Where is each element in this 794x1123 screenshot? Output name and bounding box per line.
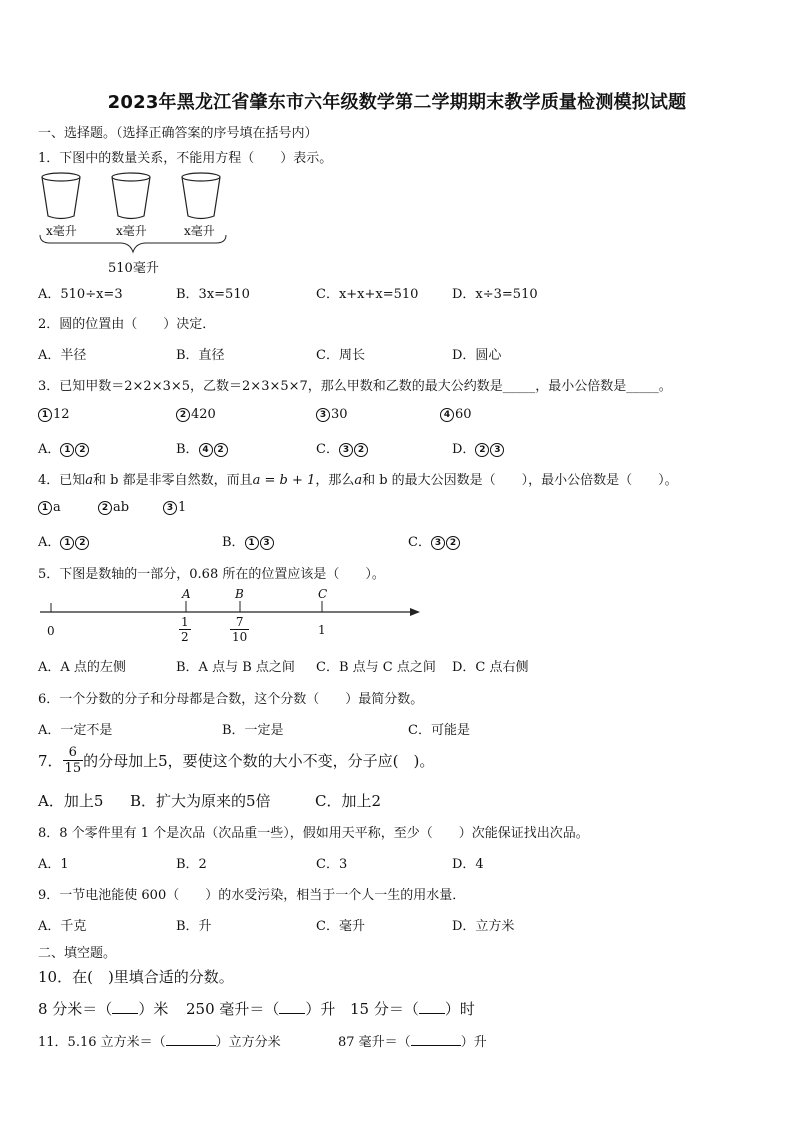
question-3-text: 3．已知甲数＝2×2×3×5，乙数＝2×3×5×7，那么甲数和乙数的最大公约数是_____，最小公倍数是_____。 — [38, 379, 672, 394]
fraction-one-half: $\frac{1}{2}$ — [181, 615, 189, 644]
q9-option-b[interactable]: B．升 — [176, 919, 212, 934]
q9-option-a[interactable]: A．千克 — [38, 919, 87, 934]
question-5-text: 5．下图是数轴的一部分，0.68 所在的位置应该是（ ）。 — [38, 567, 385, 582]
q8-option-a[interactable]: A．1 — [38, 857, 69, 872]
point-b-label: B — [235, 587, 244, 601]
q11-blank-2[interactable]: 87 毫升＝（ ）升 — [338, 1035, 487, 1050]
fraction-seven-tenths: $\frac{7}{10}$ — [232, 615, 248, 644]
q2-option-d[interactable]: D．圆心 — [452, 348, 502, 363]
question-9-text: 9．一节电池能使 600（ ）的水受污染，相当于一个人一生的用水量． — [38, 888, 466, 903]
axis-zero: 0 — [47, 624, 55, 638]
q9-option-d[interactable]: D．立方米 — [452, 919, 515, 934]
q11-blank-1[interactable]: 11．5.16 立方米＝（ ）立方分米 — [38, 1035, 281, 1050]
page-title: 2023年黑龙江省肇东市六年级数学第二学期期末教学质量检测模拟试题 — [107, 92, 687, 113]
q7-option-b[interactable]: B．扩大为原来的5倍 — [130, 792, 271, 810]
question-2-text: 2．圆的位置由（ ）决定． — [38, 317, 216, 332]
section-heading-fill: 二、填空题。 — [38, 946, 117, 961]
q10-blank-3[interactable]: 15 分＝（ ）时 — [350, 1000, 475, 1018]
q3-option-a[interactable]: A． 1 2 — [38, 438, 90, 457]
point-c-label: C — [318, 587, 328, 601]
cup-2 — [112, 173, 150, 219]
question-1-text: 1．下图中的数量关系，不能用方程（ ）表示。 — [38, 151, 333, 166]
q3-option-c[interactable]: C． 3 2 — [316, 438, 369, 457]
q7-option-c[interactable]: C．加上2 — [315, 792, 382, 810]
question-10-text: 10．在( )里填合适的分数。 — [38, 968, 234, 986]
q4-option-b[interactable]: B． 1 3 — [222, 531, 275, 550]
q5-option-b[interactable]: B．A 点与 B 点之间 — [176, 660, 295, 675]
cup-label-3: x毫升 — [184, 224, 215, 238]
q3-choice-3: 3 30 — [316, 407, 348, 422]
q2-option-b[interactable]: B．直径 — [176, 348, 225, 363]
q1-option-d[interactable]: D．x÷3=510 — [452, 287, 538, 302]
q9-option-c[interactable]: C．毫升 — [316, 919, 365, 934]
total-label: 510毫升 — [108, 261, 159, 276]
question-8-text: 8．8 个零件里有 1 个是次品（次品重一些），假如用天平称，至少（ ）次能保证找出次品。 — [38, 826, 589, 841]
q2-option-a[interactable]: A．半径 — [38, 348, 87, 363]
q6-option-a[interactable]: A．一定不是 — [38, 723, 113, 738]
q4-choice-3: 3 1 — [163, 500, 186, 515]
question-4-text: 4．已知a和 b 都是非零自然数，而且a = b + 1，那么a和 b 的最大公因数是（ ），最小公倍数是（ ）。 — [38, 473, 678, 488]
q4-choice-1: 1 a — [38, 500, 61, 515]
q7-option-a[interactable]: A．加上5 — [38, 792, 104, 810]
q8-option-c[interactable]: C．3 — [316, 857, 348, 872]
q8-option-d[interactable]: D．4 — [452, 857, 484, 872]
q3-option-d[interactable]: D． 2 3 — [452, 438, 505, 457]
q1-option-b[interactable]: B．3x=510 — [176, 287, 250, 302]
q4-option-c[interactable]: C． 3 2 — [408, 531, 461, 550]
cup-label-2: x毫升 — [116, 224, 147, 238]
q3-option-b[interactable]: B． 4 2 — [176, 438, 229, 457]
q2-option-c[interactable]: C．周长 — [316, 348, 365, 363]
q6-option-c[interactable]: C．可能是 — [408, 723, 470, 738]
q10-blank-2[interactable]: 250 毫升＝（ ）升 — [186, 1000, 336, 1018]
cup-1 — [42, 173, 80, 219]
q3-choice-1: 1 12 — [38, 407, 70, 422]
q1-option-c[interactable]: C．x+x+x=510 — [316, 287, 419, 302]
q6-option-b[interactable]: B．一定是 — [222, 723, 284, 738]
q5-option-c[interactable]: C．B 点与 C 点之间 — [316, 660, 436, 675]
axis-one: 1 — [318, 623, 326, 637]
arrow-right-icon — [410, 608, 420, 616]
q5-option-a[interactable]: A．A 点的左侧 — [38, 660, 126, 675]
question-6-text: 6．一个分数的分子和分母都是合数，这个分数（ ）最简分数。 — [38, 692, 424, 707]
q3-choice-2: 2 420 — [176, 407, 216, 422]
point-a-label: A — [182, 587, 191, 601]
q3-choice-4: 4 60 — [440, 407, 472, 422]
q4-choice-2: 2 ab — [98, 500, 129, 515]
q1-option-a[interactable]: A．510÷x=3 — [38, 287, 123, 302]
q10-blank-1[interactable]: 8 分米＝（ ）米 — [38, 1000, 169, 1018]
cup-3 — [182, 173, 220, 219]
q8-option-b[interactable]: B．2 — [176, 857, 207, 872]
q5-option-d[interactable]: D．C 点右侧 — [452, 660, 529, 675]
question-7-text: 7． $\frac{6}{15}$ 的分母加上5，要使这个数的大小不变，分子应( )。 — [38, 745, 435, 776]
q4-option-a[interactable]: A． 1 2 — [38, 531, 90, 550]
cup-label-1: x毫升 — [46, 224, 77, 238]
section-heading-choice: 一、选择题。（选择正确答案的序号填在括号内） — [38, 126, 318, 141]
